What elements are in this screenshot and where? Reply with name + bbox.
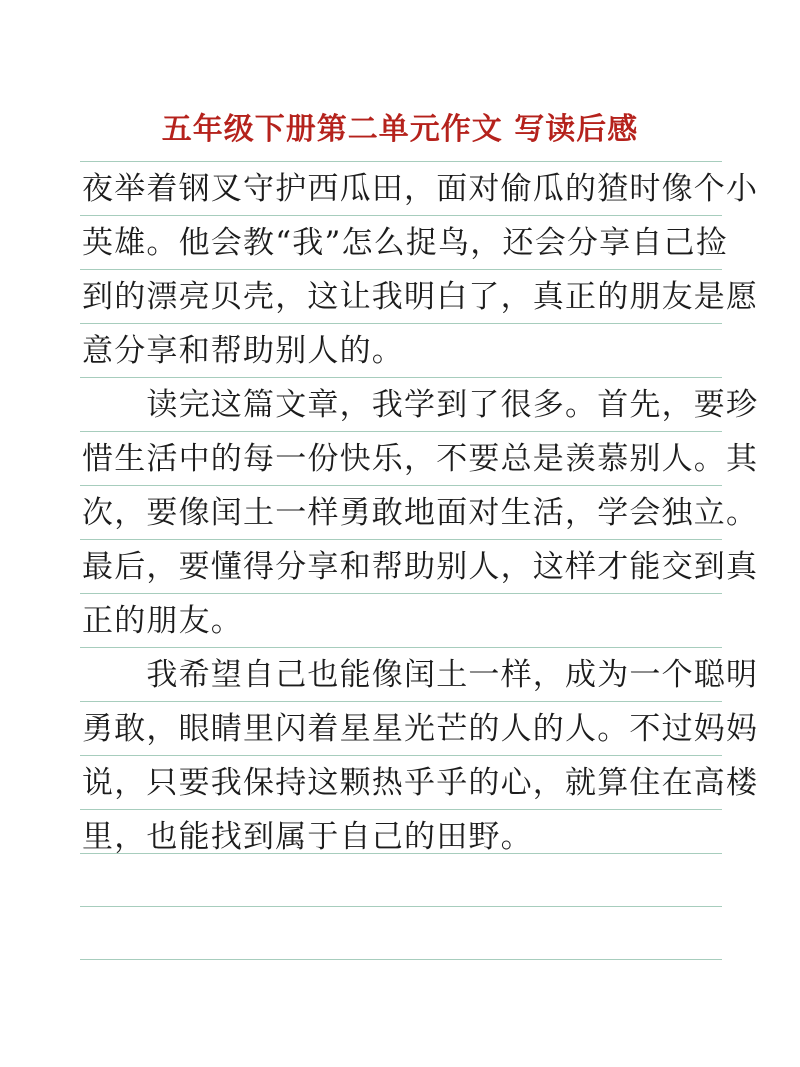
ruled-line <box>80 809 722 810</box>
ruled-line <box>80 906 722 907</box>
ruled-line <box>80 485 722 486</box>
ruled-line <box>80 647 722 648</box>
essay-line: 读完这篇文章，我学到了很多。首先，要珍 <box>82 387 759 423</box>
ruled-line <box>80 323 722 324</box>
ruled-line <box>80 215 722 216</box>
essay-line: 最后，要懂得分享和帮助别人，这样才能交到真 <box>82 549 759 585</box>
essay-line: 次，要像闰土一样勇敢地面对生活，学会独立。 <box>82 495 759 531</box>
ruled-line <box>80 853 722 854</box>
ruled-line <box>80 959 722 960</box>
ruled-line <box>80 161 722 162</box>
ruled-line <box>80 701 722 702</box>
essay-line: 里，也能找到属于自己的田野。 <box>82 819 533 855</box>
ruled-line <box>80 377 722 378</box>
essay-line: 夜举着钢叉守护西瓜田，面对偷瓜的猹时像个小 <box>82 171 759 207</box>
essay-line: 正的朋友。 <box>82 603 243 639</box>
ruled-line <box>80 593 722 594</box>
ruled-line <box>80 755 722 756</box>
essay-line: 惜生活中的每一份快乐，不要总是羡慕别人。其 <box>82 441 759 477</box>
ruled-line <box>80 431 722 432</box>
essay-line: 到的漂亮贝壳，这让我明白了，真正的朋友是愿 <box>82 279 759 315</box>
essay-line: 英雄。他会教“我”怎么捉鸟，还会分享自己捡 <box>82 225 728 261</box>
essay-line: 勇敢，眼睛里闪着星星光芒的人的人。不过妈妈 <box>82 711 759 747</box>
ruled-line <box>80 539 722 540</box>
essay-title: 五年级下册第二单元作文 写读后感 <box>161 112 639 147</box>
essay-line: 我希望自己也能像闰土一样，成为一个聪明 <box>82 657 759 693</box>
essay-line: 说，只要我保持这颗热乎乎的心，就算住在高楼 <box>82 765 759 801</box>
essay-line: 意分享和帮助别人的。 <box>82 333 404 369</box>
ruled-line <box>80 269 722 270</box>
